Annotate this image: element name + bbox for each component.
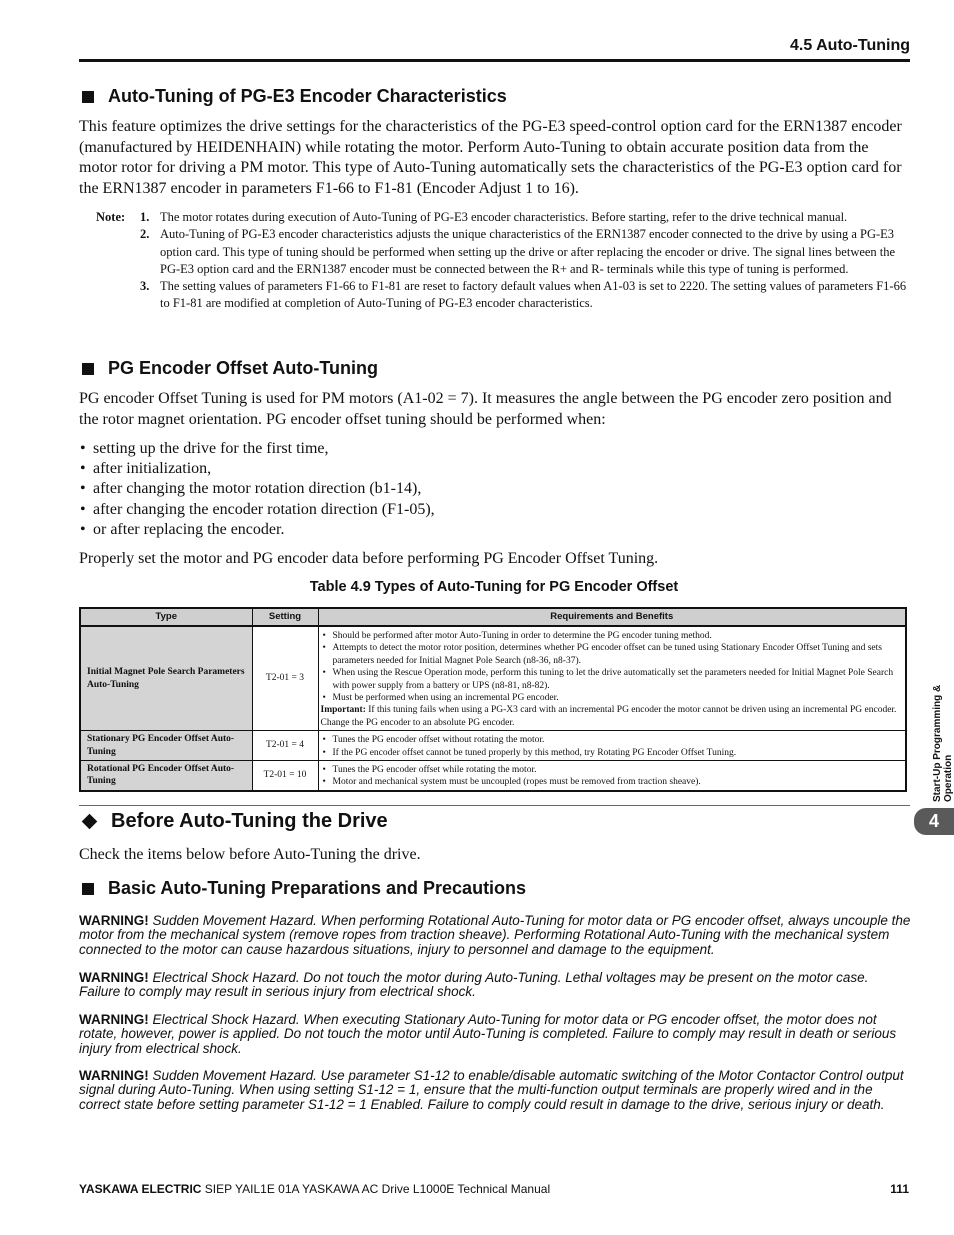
heading-text: Before Auto-Tuning the Drive — [111, 810, 388, 832]
auto-tuning-table — [79, 607, 907, 792]
col-header-setting: Setting — [252, 608, 318, 626]
cell-setting: T2-01 = 3 — [252, 626, 318, 731]
header-section-title: 4.5 Auto-Tuning — [790, 37, 910, 54]
bullet-dot-icon: • — [80, 480, 86, 498]
requirement-item: • Attempts to detect the motor rotor position, determines whether PG encoder offset can be tuned using Stationary Encoder Offset Tuning and sets parameters needed for Initial Magnet Pole Search (n8-36, n8-37). — [322, 643, 882, 666]
cell-setting: T2-01 = 4 — [252, 731, 318, 761]
cell-setting: T2-01 = 10 — [252, 761, 318, 791]
note-number: 1. — [140, 210, 150, 224]
requirement-item: • Tunes the PG encoder offset without rotating the motor. — [322, 735, 545, 746]
square-bullet-icon — [82, 883, 94, 895]
requirement-item: • Tunes the PG encoder offset while rotating the motor. — [322, 765, 537, 776]
requirement-item: • If the PG encoder offset cannot be tuned properly by this method, try Rotating PG Encoder Offset Tuning. — [322, 747, 737, 758]
paragraph-pg-e3: This feature optimizes the drive settings for the characteristics of the PG-E3 speed-control option card for the ERN1387 encoder (manufactured by HEIDENHAIN) while rotating the motor. Perform Auto-Tuning to obtain accurate position data from the motor rotor for driving a PM motor. This type of Auto-Tuning automatically sets the characteristics of the PG-E3 option card for the ERN1387 encoder in parameters F1-66 to F1-81 (Encoder Adjust 1 to 16). — [79, 118, 902, 197]
warning-block — [79, 1013, 911, 1056]
cell-type: Rotational PG Encoder Offset Auto-Tuning — [80, 761, 252, 791]
note-item — [96, 278, 910, 313]
warning-label: WARNING! — [79, 913, 149, 928]
warning-label: WARNING! — [79, 970, 149, 985]
important-text: If this tuning fails when using a PG-X3 card with an incremental PG encoder the motor cannot be driven using an incremental PG encoder. Change the PG encoder to an absolute PG encoder. — [320, 705, 897, 728]
page-footer — [79, 1182, 909, 1196]
header-rule — [79, 59, 910, 62]
table-title: Table 4.9 Types of Auto-Tuning for PG Encoder Offset — [309, 579, 679, 595]
list-item: • after changing the encoder rotation direction (F1-05), — [80, 500, 435, 520]
heading-text: Auto-Tuning of PG-E3 Encoder Characteristics — [108, 86, 507, 106]
chapter-side-label: Start-Up Programming & Operation — [932, 684, 954, 802]
warning-text: Sudden Movement Hazard. Use parameter S1-12 to enable/disable automatic switching of the Motor Contactor Control output signal during Auto-Tuning. When using setting S1-12 = 1, ensure that the multi-function output terminals are properly wired and in the correct state before setting parameter S1-12 = 1 Enabled. Failure to comply could result in damage to the drive, serious injury or death. — [79, 1068, 904, 1112]
notes-list — [96, 209, 910, 313]
table-row — [80, 761, 906, 791]
square-bullet-icon — [82, 91, 94, 103]
warning-block — [79, 1069, 911, 1112]
footer-doc-info — [79, 1182, 550, 1196]
important-note — [321, 704, 904, 729]
warning-text: Sudden Movement Hazard. When performing Rotational Auto-Tuning for motor data or PG encoder offset, always uncouple the motor from the mechanical system (remove ropes from traction sheave). Performing Rotational Auto-Tuning with the mechanical system connected to the motor can cause hazardous situations, injury to personnel and damage to the equipment. — [79, 913, 911, 957]
heading-before-auto-tuning — [82, 810, 388, 833]
warning-text: Electrical Shock Hazard. Do not touch the motor during Auto-Tuning. Lethal voltages may be present on the motor case. Failure to comply may result in serious injury from electrical shock. — [79, 970, 869, 1000]
heading-preparations — [82, 878, 526, 899]
footer-doc-title: SIEP YAIL1E 01A YASKAWA AC Drive L1000E Technical Manual — [201, 1182, 551, 1196]
section-divider — [79, 805, 910, 806]
note-number: 2. — [140, 227, 150, 242]
warning-label: WARNING! — [79, 1012, 149, 1027]
note-number: 3. — [140, 279, 150, 294]
note-text: Auto-Tuning of PG-E3 encoder characteristics adjusts the unique characteristics of the ERN1387 encoder connected to the drive by using a PG-E3 option card. This type of tuning should be performed when setting up the drive or after replacing the encoder or drive. The signal lines between the PG-E3 option card and the ERN1387 encoder must be connected between the R+ and R- terminals while this type of tuning is performed. — [160, 227, 896, 276]
paragraph-pg-offset: PG encoder Offset Tuning is used for PM motors (A1-02 = 7). It measures the angle between the PG encoder zero position and the rotor magnet orientation. PG encoder offset tuning should be performed when: — [79, 390, 892, 428]
heading-text: Basic Auto-Tuning Preparations and Precautions — [108, 878, 527, 898]
requirement-item: • Must be performed when using an incremental PG encoder. — [322, 693, 559, 704]
col-header-type: Type — [80, 608, 252, 626]
table-row — [80, 626, 906, 731]
cell-requirements — [318, 626, 906, 731]
footer-brand: YASKAWA ELECTRIC — [79, 1182, 202, 1196]
requirement-item: • When using the Rescue Operation mode, perform this tuning to let the drive automatically set the parameters needed for Initial Magnet Pole Search with power supply from a battery or UPS (n8-81, n8-82). — [322, 668, 894, 691]
bullet-dot-icon: • — [80, 440, 86, 457]
paragraph-closing: Properly set the motor and PG encoder data before performing PG Encoder Offset Tuning. — [79, 550, 659, 567]
requirement-item: • Should be performed after motor Auto-Tuning in order to determine the PG encoder tuning method. — [322, 631, 712, 641]
cell-requirements — [318, 761, 906, 791]
col-header-requirements: Requirements and Benefits — [318, 608, 906, 626]
list-item: • setting up the drive for the first time, — [80, 439, 435, 459]
page-number: 111 — [890, 1182, 909, 1196]
note-item — [96, 226, 910, 278]
bullet-dot-icon: • — [80, 520, 86, 538]
heading-pg-e3 — [82, 86, 507, 107]
list-item: • after changing the motor rotation direction (b1-14), — [80, 479, 435, 499]
paragraph-check-items: Check the items below before Auto-Tuning the drive. — [79, 846, 421, 863]
bullet-dot-icon: • — [80, 460, 86, 478]
list-item: • or after replacing the encoder. — [80, 520, 435, 540]
warning-text: Electrical Shock Hazard. When executing Stationary Auto-Tuning for motor data or PG encoder offset, the motor does not rotate, however, power is applied. Do not touch the motor until Auto-Tuning is completed. Failure to comply may result in death or serious injury from electrical shock. — [79, 1012, 897, 1056]
cell-requirements — [318, 731, 906, 761]
cell-type: Initial Magnet Pole Search Parameters Auto-Tuning — [80, 626, 252, 731]
cell-type: Stationary PG Encoder Offset Auto-Tuning — [80, 731, 252, 761]
list-item: • after initialization, — [80, 459, 435, 479]
note-item — [96, 209, 910, 226]
requirement-item: • Motor and mechanical system must be uncoupled (ropes must be removed from traction sheave). — [322, 777, 701, 788]
note-label: Note: — [96, 210, 126, 224]
square-bullet-icon — [82, 363, 94, 375]
warning-label: WARNING! — [79, 1068, 149, 1083]
warning-block — [79, 914, 911, 957]
chapter-tab: 4 — [914, 808, 954, 835]
note-text: The motor rotates during execution of Auto-Tuning of PG-E3 encoder characteristics. Before starting, refer to the drive technical manual. — [160, 210, 848, 224]
important-label: Important: — [320, 705, 366, 716]
table-header-row — [80, 608, 906, 626]
heading-pg-offset — [82, 358, 378, 379]
note-text: The setting values of parameters F1-66 to F1-81 are reset to factory default values when A1-03 is set to 2220. The setting values of parameters F1-66 to F1-81 are modified at completion of Auto-Tuning of PG-E3 encoder characteristics. — [160, 279, 907, 311]
table-row — [80, 731, 906, 761]
diamond-bullet-icon — [82, 814, 98, 830]
bullet-list — [80, 439, 435, 540]
warning-block — [79, 971, 911, 1000]
bullet-dot-icon: • — [80, 500, 86, 518]
heading-text: PG Encoder Offset Auto-Tuning — [108, 358, 378, 378]
